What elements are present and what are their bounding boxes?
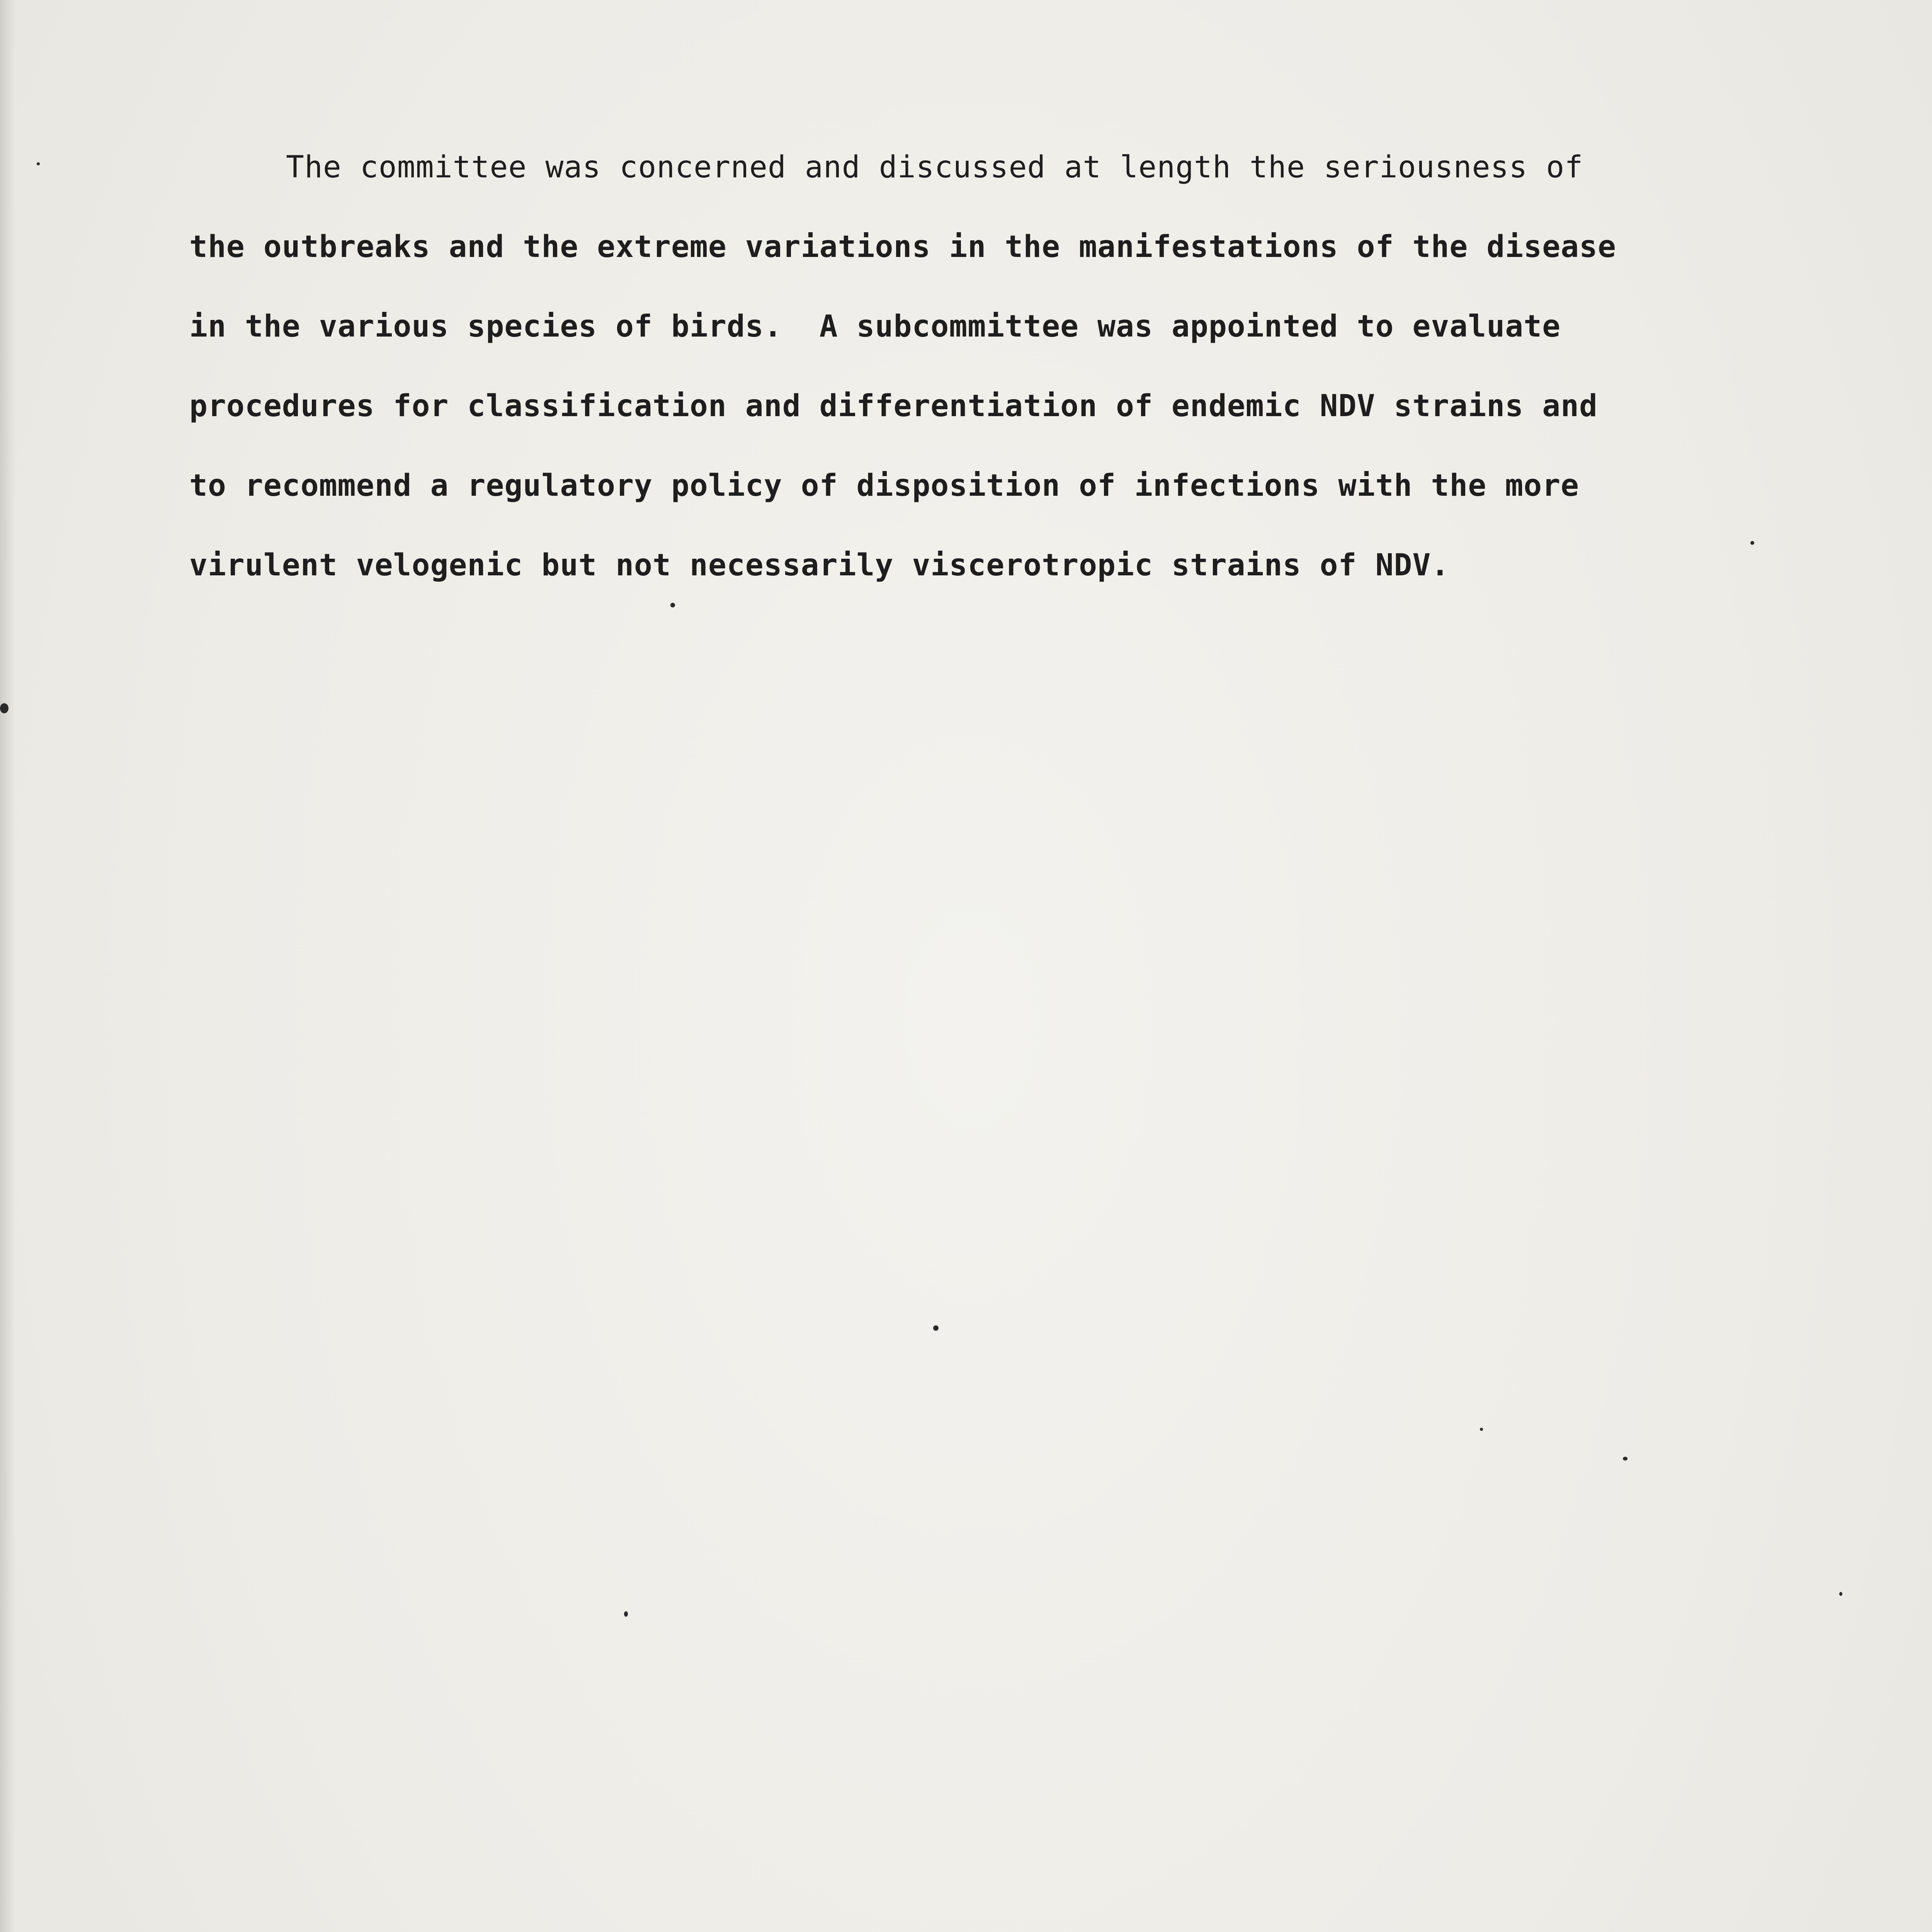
page-left-edge — [0, 0, 15, 1932]
paragraph-line-1: The committee was concerned and discussed at length the seriousness of — [286, 150, 1583, 185]
scan-speck — [0, 703, 9, 713]
paragraph-line-2: the outbreaks and the extreme variations in the manifestations of the disease — [189, 230, 1616, 264]
paragraph-line-6: virulent velogenic but not necessarily viscerotropic strains of NDV. — [189, 548, 1450, 583]
paragraph-line-3: in the various species of birds. A subcommittee was appointed to evaluate — [189, 309, 1561, 344]
scan-speck — [1750, 541, 1754, 545]
paragraph-line-5: to recommend a regulatory policy of disposition of infections with the more — [189, 468, 1579, 503]
scan-speck — [933, 1325, 939, 1331]
scan-speck — [1839, 1592, 1842, 1596]
scan-speck — [670, 603, 675, 607]
body-paragraph — [189, 128, 1774, 605]
scan-speck — [1480, 1428, 1483, 1431]
paragraph-line-4: procedures for classification and differentiation of endemic NDV strains and — [189, 389, 1598, 423]
scan-speck — [1623, 1457, 1628, 1461]
scan-speck — [37, 162, 40, 165]
scan-speck — [624, 1611, 628, 1617]
